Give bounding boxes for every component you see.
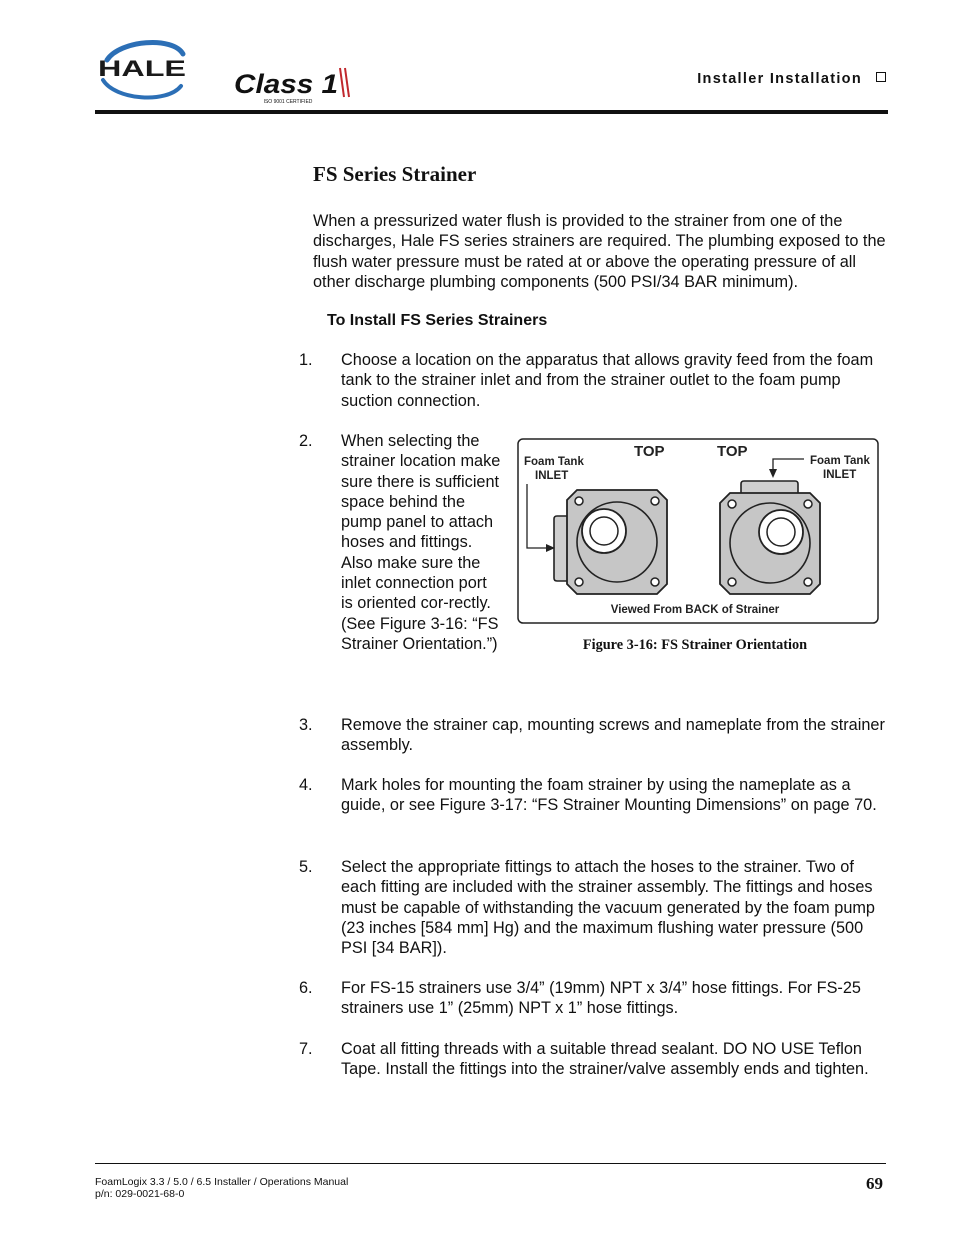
strainer-left-drawing xyxy=(554,490,667,594)
figure-label-inlet-right: INLET xyxy=(823,469,857,481)
figure-label-foam-tank-left: Foam Tank xyxy=(524,456,584,468)
class1-logo xyxy=(232,66,354,106)
step-number: 5. xyxy=(299,858,313,876)
step-number: 7. xyxy=(299,1040,313,1058)
strainer-orientation-figure xyxy=(517,438,879,624)
step-number: 2. xyxy=(299,432,313,450)
step-text: Mark holes for mounting the foam strainer by using the nameplate as a guide, or see Figure 3-17: “FS Strainer Mounting Dimensions” on page 70. xyxy=(341,776,877,815)
figure-label-inlet-left: INLET xyxy=(535,470,569,482)
intro-paragraph: When a pressurized water flush is provided to the strainer from one of the discharges, Hale FS series strainers are required. The plumbing exposed to the flush water pressure must be rated at or above the operating pressure of all other discharge plumbing components (500 PSI/34 BAR minimum). xyxy=(313,212,886,291)
figure-label-foam-tank-right: Foam Tank xyxy=(810,455,870,467)
procedure-heading: To Install FS Series Strainers xyxy=(327,312,548,329)
step-text: Remove the strainer cap, mounting screws and nameplate from the strainer assembly. xyxy=(341,716,885,755)
footer-rule xyxy=(95,1163,886,1164)
footer-manual-title: FoamLogix 3.3 / 5.0 / 6.5 Installer / Operations Manual xyxy=(95,1176,349,1188)
header-section-title xyxy=(697,71,886,87)
step-number: 6. xyxy=(299,979,313,997)
footer-part-number: p/n: 029-0021-68-0 xyxy=(95,1188,185,1200)
step-number: 3. xyxy=(299,716,313,734)
header-rule xyxy=(95,110,888,114)
strainer-right-drawing xyxy=(720,481,820,594)
step-number: 1. xyxy=(299,351,313,369)
figure-caption: Figure 3-16: FS Strainer Orientation xyxy=(582,637,808,653)
footer-manual-info xyxy=(95,1176,348,1200)
checkbox-square-icon xyxy=(876,72,886,82)
step-number: 4. xyxy=(299,776,313,794)
figure-label-top-left: TOP xyxy=(634,443,665,460)
step-text: Select the appropriate fittings to attach the hoses to the strainer. Two of each fitting are included with the strainer assembly. The fittings and hoses must be capable of withstanding the vacuum generated by the foam pump (23 inches [584 mm] Hg) and the maximum flushing water pressure (500 PSI [34 BAR]). xyxy=(341,858,875,958)
figure-label-top-right: TOP xyxy=(717,443,748,460)
hale-logo-text: HALE xyxy=(98,56,186,81)
header-section-label: Installer Installation xyxy=(697,71,862,87)
figure-label-viewed-from-back: Viewed From BACK of Strainer xyxy=(610,604,780,616)
class1-logo-tagline: ISO 9001 CERTIFIED xyxy=(263,99,313,105)
hale-logo xyxy=(95,38,190,102)
step-text: Coat all fitting threads with a suitable thread sealant. DO NO USE Teflon Tape. Install the fittings into the strainer/valve assembly ends and tighten. xyxy=(341,1040,869,1079)
step-text: Choose a location on the apparatus that allows gravity feed from the foam tank to the strainer inlet and from the strainer outlet to the foam pump suction connection. xyxy=(341,351,874,410)
step-text: When selecting the strainer location make sure there is sufficient space behind the pump panel to attach hoses and fittings. Also make sure the inlet connection port is oriented cor-rectly. (See Figure 3-16: “FS Strainer Orientation.”) xyxy=(341,432,501,653)
class1-logo-text: Class 1 xyxy=(234,69,338,99)
page-number: 69 xyxy=(866,1174,883,1193)
step-text: For FS-15 strainers use 3/4” (19mm) NPT x 3/4” hose fittings. For FS-25 strainers use 1” (25mm) NPT x 1” hose fittings. xyxy=(341,979,861,1018)
page-title: FS Series Strainer xyxy=(313,162,477,186)
